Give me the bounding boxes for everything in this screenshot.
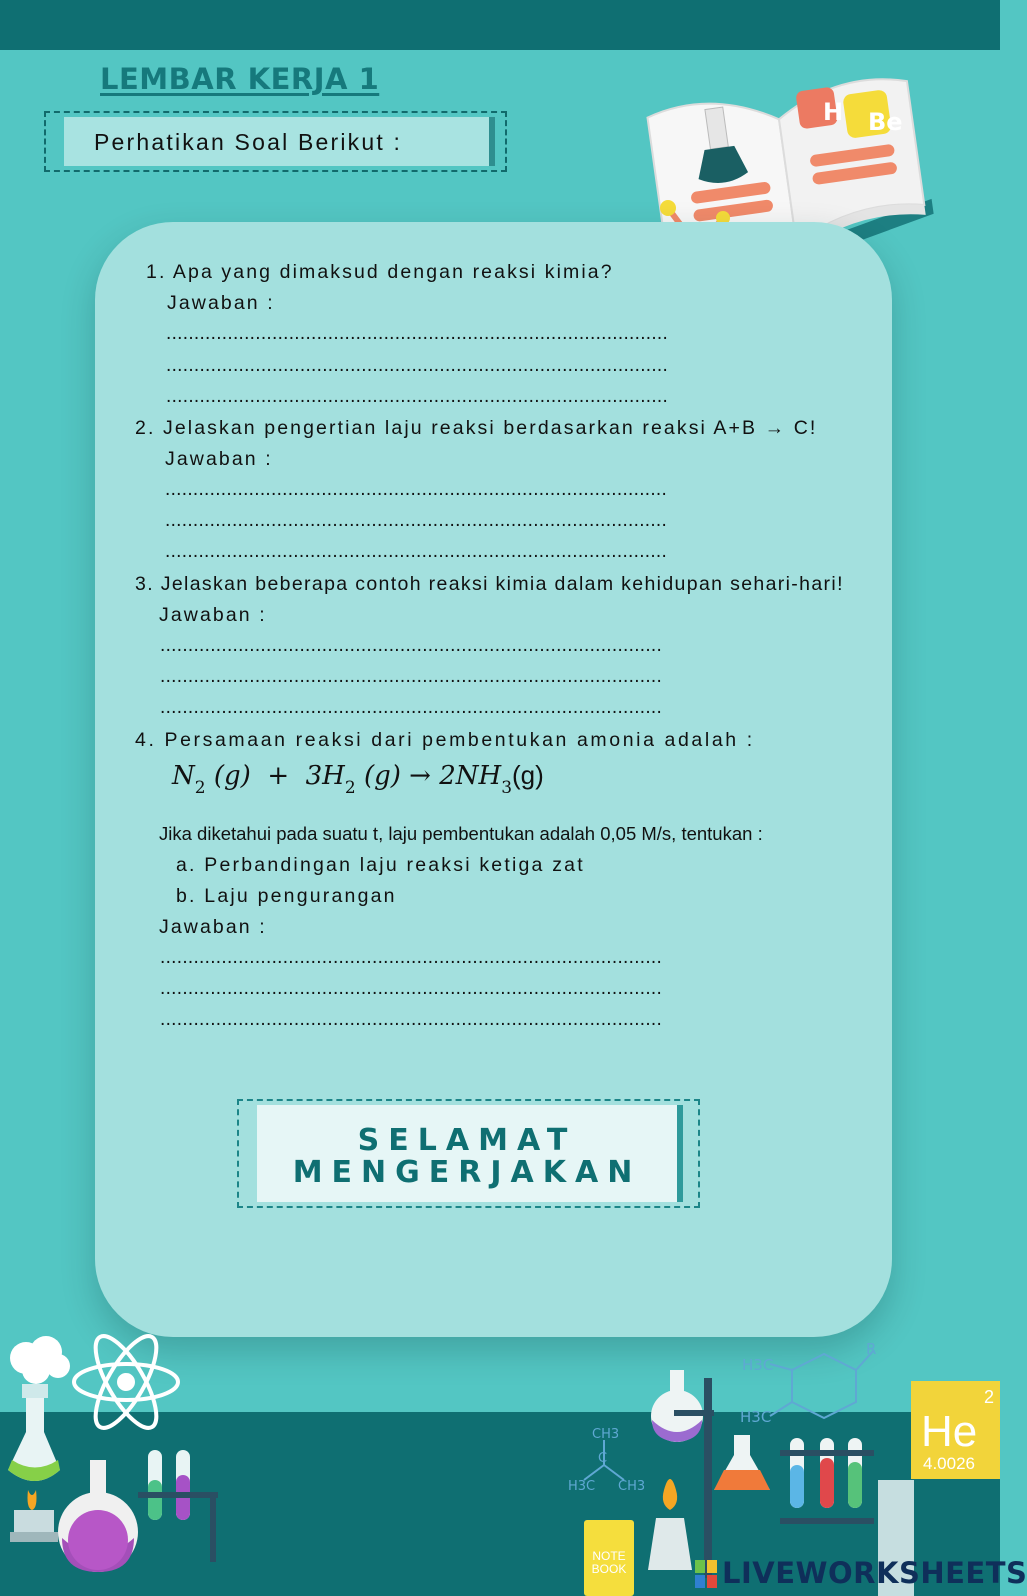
answer-line[interactable]: .......................................................................................... [165,479,668,500]
liveworksheets-logo-icon [695,1560,717,1588]
question-4-condition: Jika diketahui pada suatu t, laju pembentukan adalah 0,05 M/s, tentukan : [159,823,763,844]
answer-label-1: Jawaban : [167,292,275,314]
answer-line[interactable]: .......................................................................................... [160,666,663,687]
svg-text:H3C: H3C [742,1356,774,1374]
svg-text:H: H [823,98,844,126]
svg-text:C: C [598,1451,608,1466]
atom-icon [74,1328,178,1436]
answer-line[interactable]: .......................................................................................... [165,541,668,562]
svg-text:R: R [866,1340,877,1358]
question-4: 4. Persamaan reaksi dari pembentukan amonia adalah : [135,729,755,751]
question-3: 3. Jelaskan beberapa contoh reaksi kimia dalam kehidupan sehari-hari! [135,573,844,595]
answer-line[interactable]: .......................................................................................... [160,635,663,656]
cloud-icon [10,1336,70,1384]
answer-line[interactable]: .......................................................................................... [160,1009,663,1030]
closing-box [257,1105,677,1202]
svg-text:H3C: H3C [740,1408,772,1426]
worksheet-title: LEMBAR KERJA 1 [100,62,380,96]
closing-frame [237,1099,700,1208]
svg-text:H3C: H3C [568,1479,596,1494]
svg-text:Be: Be [868,108,903,136]
question-4-item-b: b. Laju pengurangan [176,885,397,907]
answer-line[interactable]: .......................................................................................... [160,978,663,999]
notebook-icon: NOTE BOOK [584,1520,634,1596]
closing-line-2: MENGERJAKAN [292,1155,642,1190]
closing-line-1: SELAMAT [357,1123,577,1158]
top-bar [0,0,1000,50]
answer-line[interactable]: .......................................................................................... [166,355,669,376]
footer-brand[interactable]: LIVEWORKSHEETS [722,1556,1027,1590]
ammonia-equation: $N_2$ $(g) + 3H_2$ $(g) \to 2NH_3(g)$ [172,760,544,798]
answer-line[interactable]: .......................................................................................... [166,323,669,344]
answer-line[interactable]: .......................................................................................... [160,947,663,968]
helium-tile [911,1381,1000,1479]
answer-line[interactable]: .......................................................................................... [165,510,668,531]
answer-label-4: Jawaban : [159,916,267,938]
question-4-item-a: a. Perbandingan laju reaksi ketiga zat [176,854,585,876]
helium-mass: 4.0026 [923,1454,975,1473]
answer-line[interactable]: .......................................................................................... [166,386,669,407]
subtitle-box [64,117,489,166]
svg-text:CH3: CH3 [618,1479,646,1494]
question-2: 2. Jelaskan pengertian laju reaksi berdasarkan reaksi A+B → C! [135,417,818,439]
burner-icon [648,1479,692,1570]
question-1: 1. Apa yang dimaksud dengan reaksi kimia? [146,261,614,283]
test-tube-icon [138,1450,218,1562]
helium-symbol: He [921,1407,978,1456]
answer-label-3: Jawaban : [159,604,267,626]
helium-number: 2 [983,1387,994,1407]
answer-label-2: Jawaban : [165,448,273,470]
svg-text:CH3: CH3 [592,1427,620,1442]
subtitle-text: Perhatikan Soal Berikut : [94,129,403,155]
answer-line[interactable]: .......................................................................................... [160,697,663,718]
lab-equipment-left-icon [0,1340,230,1596]
subtitle-frame [44,111,507,172]
flask-icon [58,1460,138,1572]
